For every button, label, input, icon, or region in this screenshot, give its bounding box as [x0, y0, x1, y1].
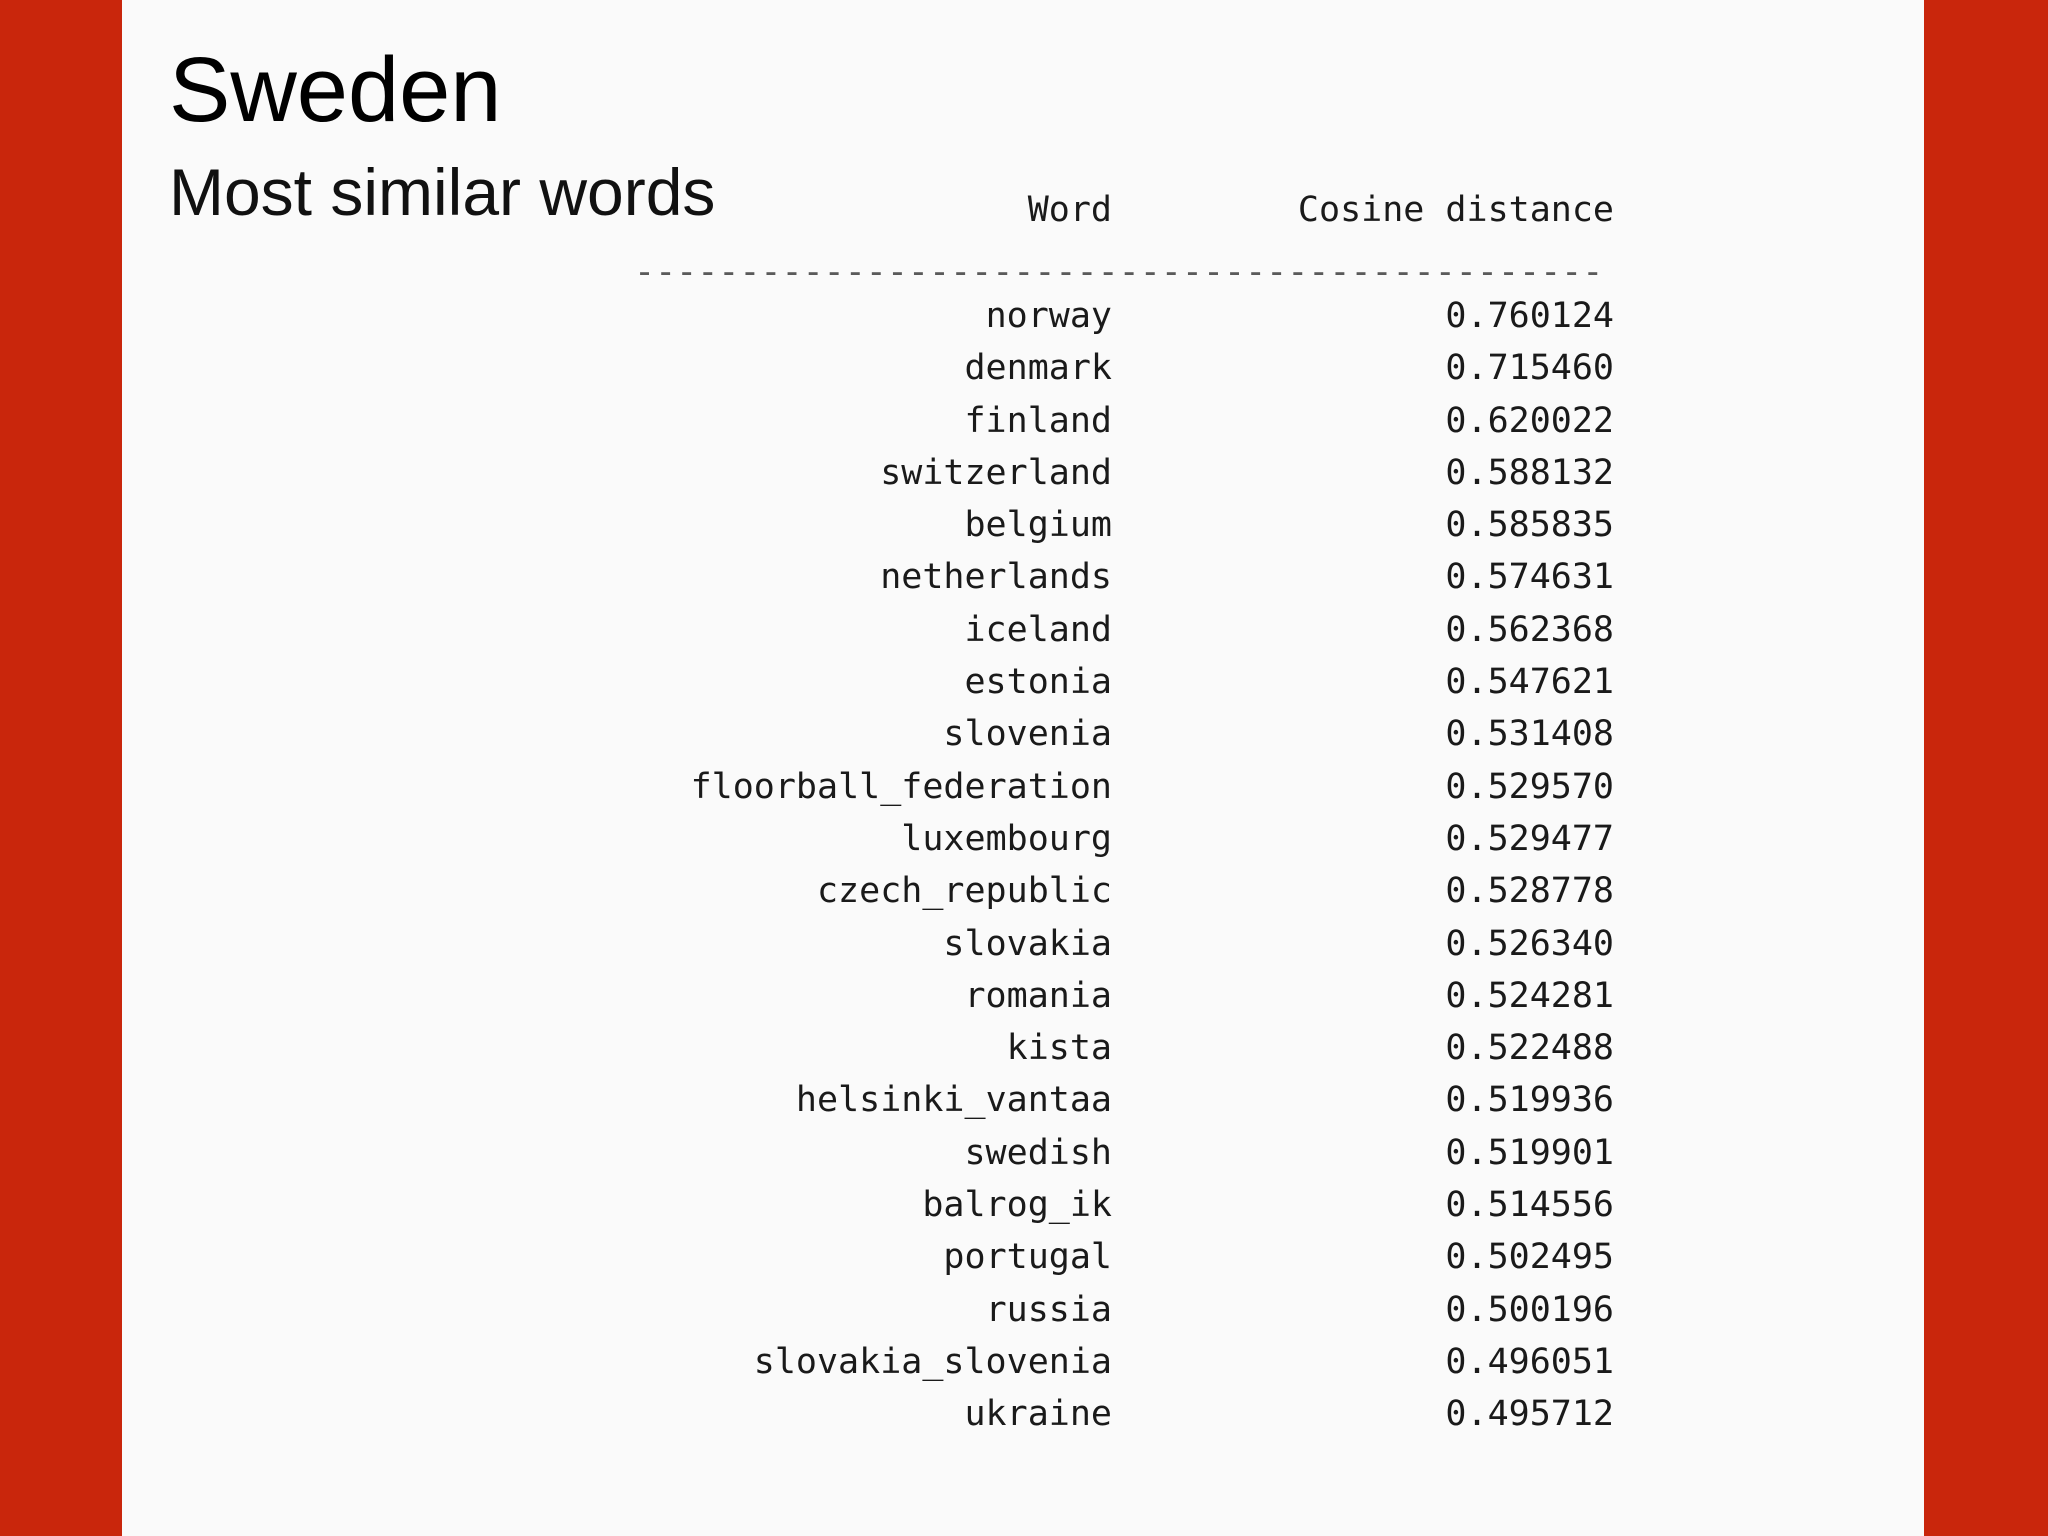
word-cell: romania	[964, 975, 1112, 1016]
distance-cell: 0.526340	[1445, 923, 1614, 964]
table-row	[634, 970, 1634, 1022]
table-row	[634, 1284, 1634, 1336]
distance-cell: 0.502495	[1445, 1237, 1614, 1278]
distance-cell: 0.495712	[1445, 1394, 1614, 1435]
distance-cell: 0.547621	[1445, 662, 1614, 703]
word-cell: slovakia	[943, 923, 1112, 964]
slide-title: Sweden	[169, 39, 502, 141]
word-cell: belgium	[964, 505, 1112, 546]
table-row	[634, 918, 1634, 970]
word-cell: czech_republic	[816, 871, 1112, 912]
distance-cell: 0.500196	[1445, 1289, 1614, 1330]
table-row	[634, 1388, 1634, 1440]
table-rows	[634, 290, 1634, 1441]
word-cell: ukraine	[964, 1394, 1112, 1435]
word-cell: estonia	[964, 662, 1112, 703]
table-row	[634, 551, 1634, 603]
distance-cell: 0.524281	[1445, 975, 1614, 1016]
word-cell: luxembourg	[901, 818, 1112, 859]
word-cell: swedish	[964, 1132, 1112, 1173]
distance-cell: 0.588132	[1445, 452, 1614, 493]
table-row	[634, 1336, 1634, 1388]
distance-cell: 0.760124	[1445, 296, 1614, 336]
table-row	[634, 761, 1634, 813]
column-header-word: Word	[1027, 190, 1112, 230]
word-cell: slovakia_slovenia	[753, 1341, 1112, 1382]
word-cell: iceland	[964, 609, 1112, 650]
word-cell: russia	[985, 1289, 1112, 1330]
distance-cell: 0.529477	[1445, 818, 1614, 859]
word-cell: floorball_federation	[690, 766, 1112, 807]
word-cell: kista	[1006, 1028, 1112, 1069]
table-row	[634, 1074, 1634, 1126]
distance-cell: 0.514556	[1445, 1185, 1614, 1226]
word-cell: portugal	[943, 1237, 1112, 1278]
word-cell: norway	[985, 296, 1112, 336]
table-row	[634, 1231, 1634, 1283]
table-row	[634, 1127, 1634, 1179]
table-row	[634, 1179, 1634, 1231]
table-row	[634, 395, 1634, 447]
table-row	[634, 342, 1634, 394]
word-cell: helsinki_vantaa	[795, 1080, 1112, 1121]
table-row	[634, 290, 1634, 342]
word-cell: switzerland	[880, 452, 1112, 493]
distance-cell: 0.574631	[1445, 557, 1614, 598]
header-separator: ----------------------------------------------	[634, 252, 1604, 292]
table-row	[634, 656, 1634, 708]
distance-cell: 0.519936	[1445, 1080, 1614, 1121]
distance-cell: 0.620022	[1445, 400, 1614, 441]
distance-cell: 0.522488	[1445, 1028, 1614, 1069]
word-cell: denmark	[964, 348, 1112, 389]
table-row	[634, 1022, 1634, 1074]
table-row	[634, 865, 1634, 917]
word-cell: netherlands	[880, 557, 1112, 598]
column-header-cosine-distance: Cosine distance	[1297, 190, 1614, 230]
distance-cell: 0.519901	[1445, 1132, 1614, 1173]
distance-cell: 0.496051	[1445, 1341, 1614, 1382]
distance-cell: 0.585835	[1445, 505, 1614, 546]
table-row	[634, 499, 1634, 551]
slide	[122, 0, 1924, 1536]
word-cell: balrog_ik	[922, 1185, 1112, 1226]
word-cell: finland	[964, 400, 1112, 441]
distance-cell: 0.562368	[1445, 609, 1614, 650]
distance-cell: 0.715460	[1445, 348, 1614, 389]
table-row	[634, 604, 1634, 656]
distance-cell: 0.528778	[1445, 871, 1614, 912]
distance-cell: 0.529570	[1445, 766, 1614, 807]
slide-subtitle: Most similar words	[169, 155, 716, 229]
table-row	[634, 447, 1634, 499]
word-cell: slovenia	[943, 714, 1112, 755]
table-row	[634, 708, 1634, 760]
similar-words-table	[634, 176, 1634, 1446]
table-row	[634, 813, 1634, 865]
distance-cell: 0.531408	[1445, 714, 1614, 755]
